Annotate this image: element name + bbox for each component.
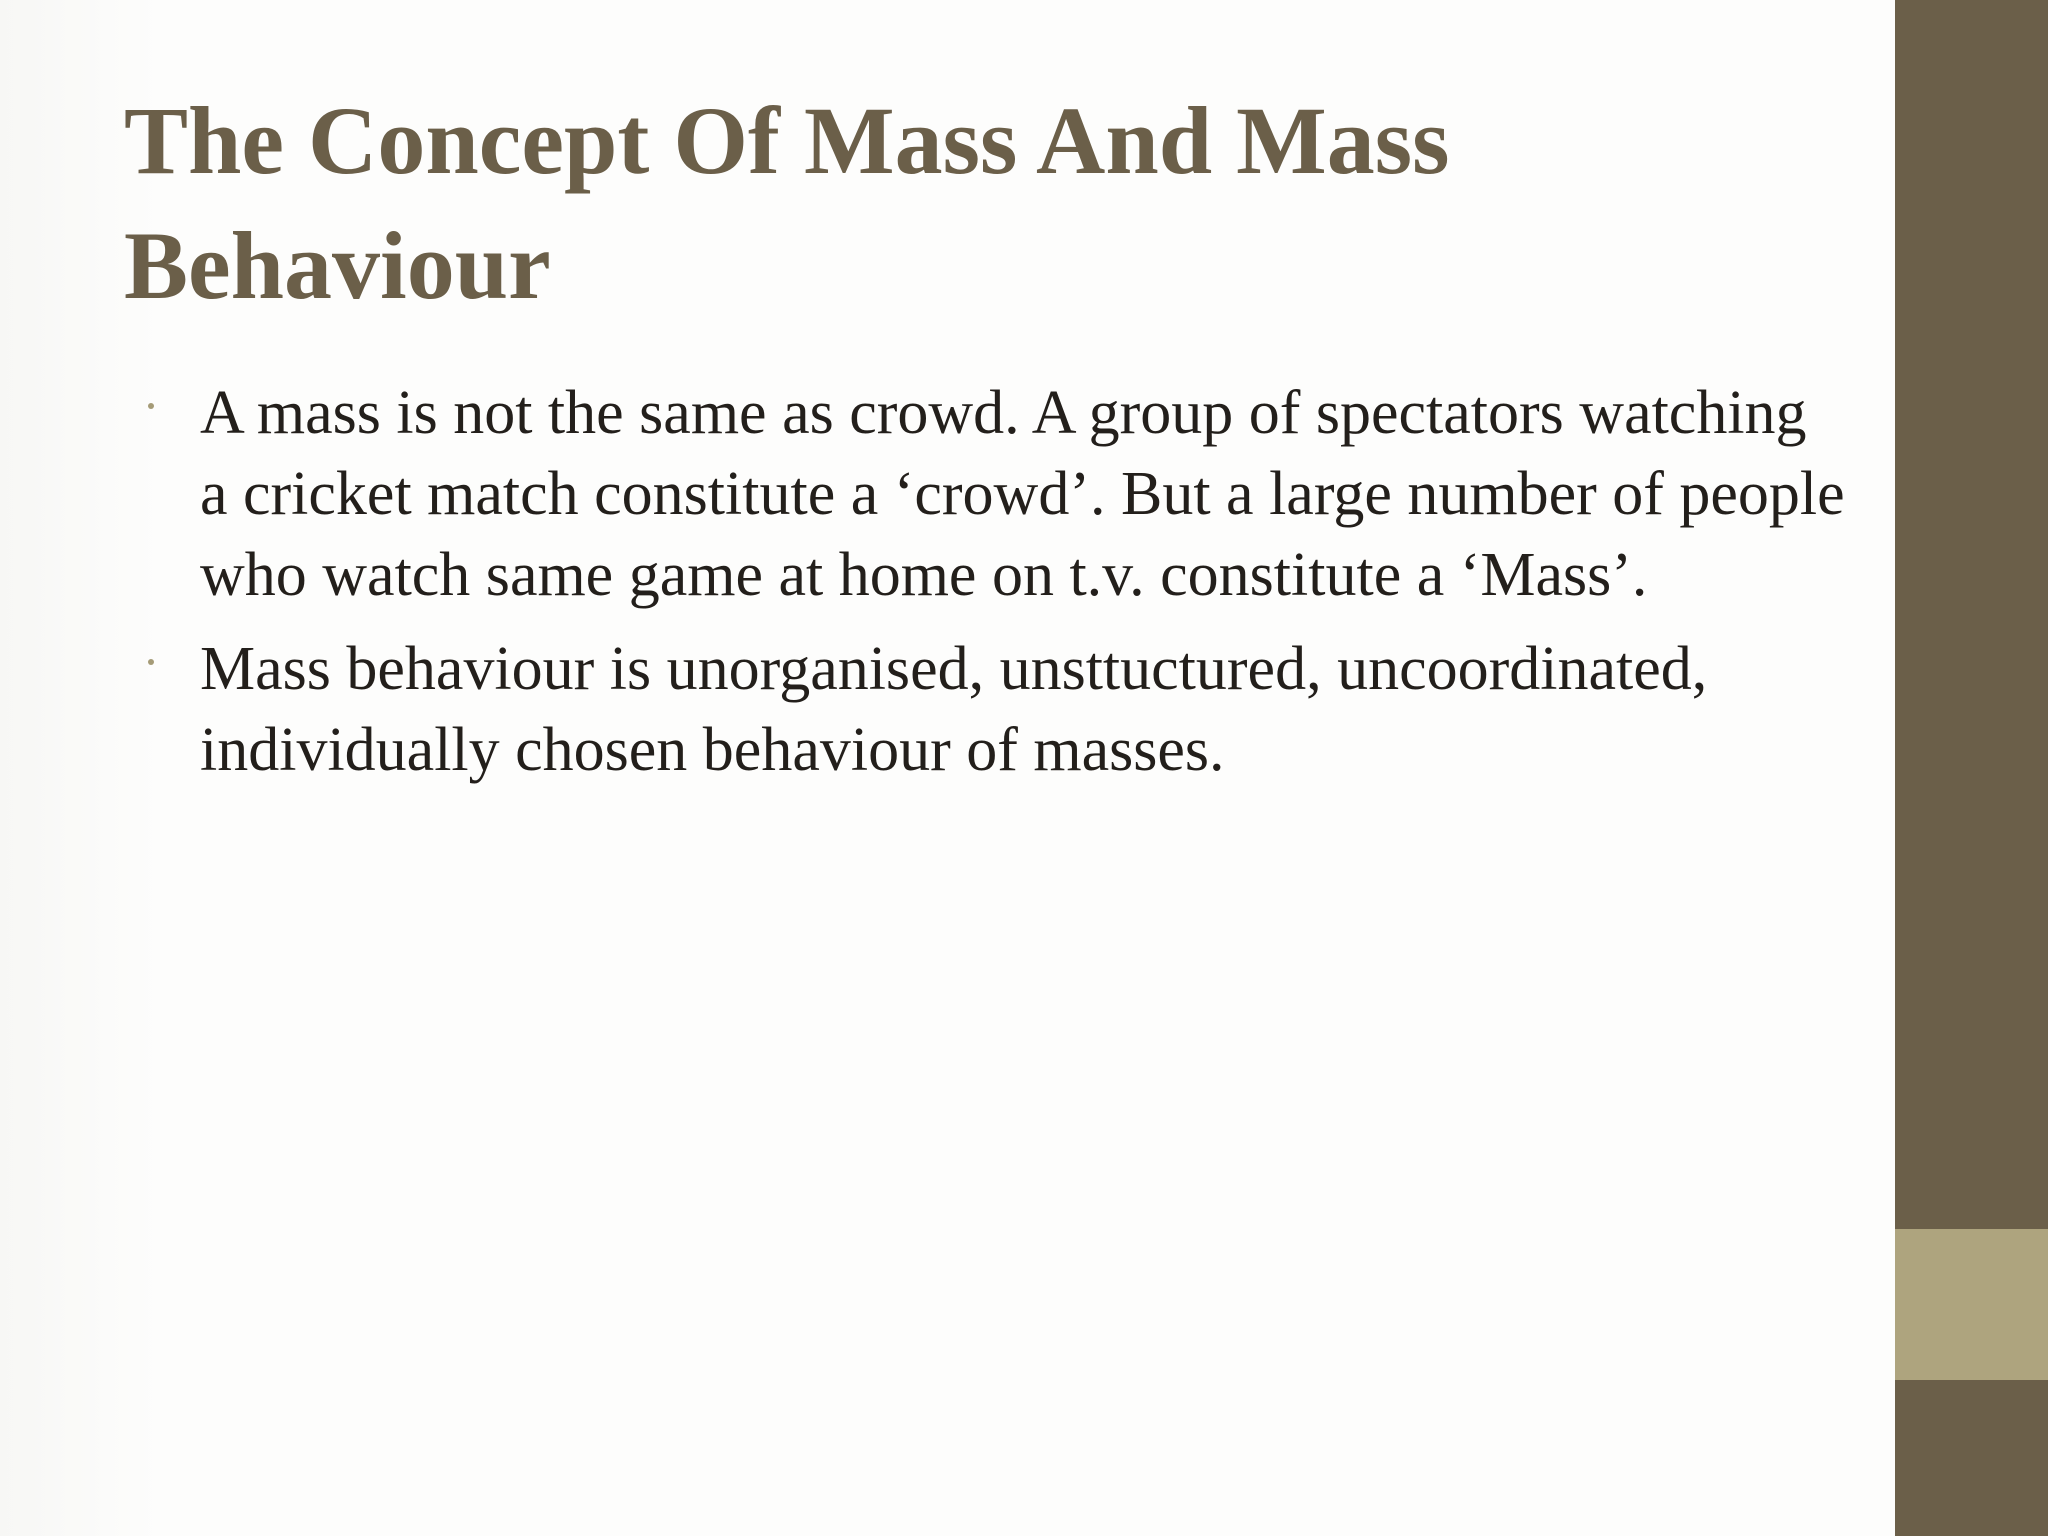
bullet-list — [148, 373, 1848, 804]
slide-title: The Concept Of Mass And Mass Behaviour — [124, 87, 1450, 319]
bullet-text: Mass behaviour is unorganised, unsttuctured, uncoordinated, individually chosen behaviour of masses. — [200, 635, 1708, 784]
bullet-text: A mass is not the same as crowd. A group of spectators watching a cricket match constitute a ‘crowd’. But a large number of people who watch same game at home on t.v. constitute a ‘Mass’. — [200, 379, 1845, 609]
bullet-dot-icon — [148, 403, 154, 409]
bullet-item — [148, 629, 1848, 791]
bullet-item — [148, 373, 1848, 616]
side-band-accent-block — [1895, 1229, 2048, 1380]
bullet-dot-icon — [148, 659, 154, 665]
